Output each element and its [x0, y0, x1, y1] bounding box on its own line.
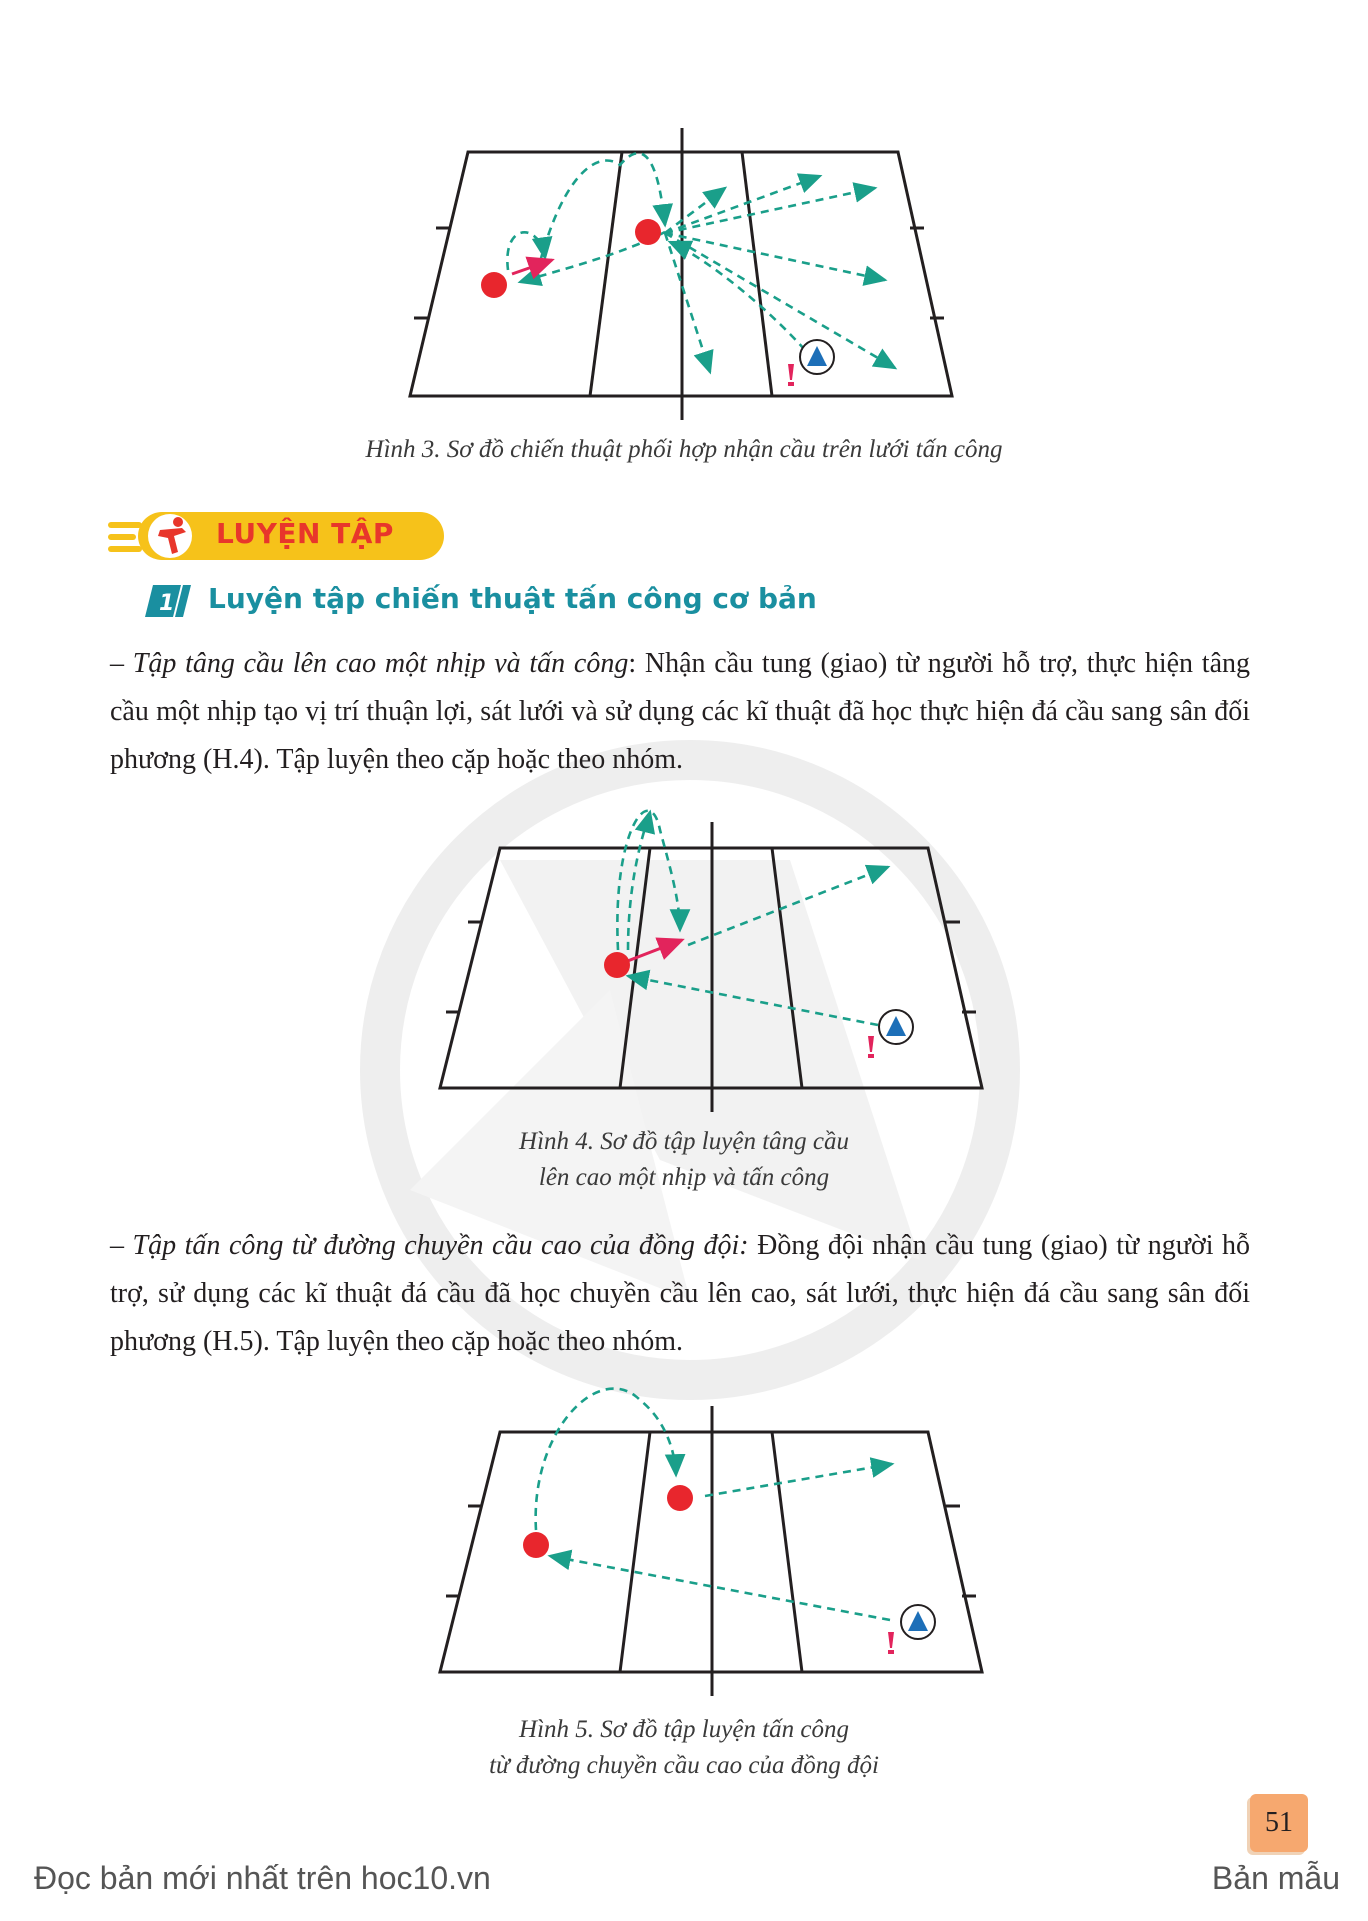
footer-edition-label: Bản mẫu	[1211, 1860, 1340, 1896]
page-number: 51	[1250, 1794, 1308, 1852]
paragraph	[110, 640, 1250, 784]
player-dot	[481, 272, 507, 298]
ball-paths	[617, 811, 888, 1025]
figure-4-caption-line: lên cao một nhịp và tấn công	[538, 1164, 830, 1191]
court-outline	[440, 822, 982, 1112]
player-dot	[604, 952, 630, 978]
player-dot	[635, 219, 661, 245]
footer-link-text[interactable]: Đọc bản mới nhất trên hoc10.vn	[34, 1860, 491, 1896]
ball-paths	[536, 1389, 892, 1620]
pass-arrow	[625, 940, 682, 962]
figure-3-caption: Hình 3. Sơ đồ chiến thuật phối hợp nhận cầu trên lưới tấn công	[365, 436, 1003, 463]
figure-5-diagram	[0, 1380, 1368, 1700]
paragraph-lead: – Tập tấn công từ đường chuyền cầu cao của đồng đội:	[110, 1230, 749, 1261]
support-player-icon	[868, 1010, 913, 1058]
figure-5-caption-line: từ đường chuyền cầu cao của đồng đội	[489, 1752, 879, 1779]
subsection-number: 1	[159, 591, 175, 616]
player-dot	[523, 1532, 549, 1558]
ball-paths	[507, 153, 895, 372]
paragraph	[110, 1222, 1250, 1366]
player-dot	[667, 1485, 693, 1511]
paragraph-body: Đồng đội nhận cầu tung (giao) từ người hỗ trợ, sử dụng các kĩ thuật đá cầu đã học chuyền cầu lên cao, sát lưới, thực hiện đá cầu sang sân đối phương (H.5). Tập luyện theo cặp hoặc theo nhóm.	[110, 1230, 1251, 1357]
figure-4-caption-line: Hình 4. Sơ đồ tập luyện tâng cầu	[519, 1128, 849, 1155]
figure-3-diagram	[0, 120, 1368, 420]
paragraph-lead: – Tập tâng cầu lên cao một nhịp và tấn công	[110, 648, 629, 679]
number-badge-icon	[145, 585, 191, 617]
section-label: LUYỆN TẬP	[216, 517, 394, 550]
support-player-icon	[888, 1605, 935, 1654]
figure-4-diagram	[0, 800, 1368, 1120]
subsection-title: Luyện tập chiến thuật tấn công cơ bản	[208, 582, 817, 615]
figure-5-caption-line: Hình 5. Sơ đồ tập luyện tấn công	[519, 1716, 849, 1743]
pass-arrow	[512, 260, 552, 274]
support-player-icon	[788, 340, 834, 386]
paragraph-body: : Nhận cầu tung (giao) từ người hỗ trợ, thực hiện tâng cầu một nhịp tạo vị trí thuận lợi, sát lưới và sử dụng các kĩ thuật đã học thực hiện đá cầu sang sân đối phương (H.4). Tập luyện theo cặp hoặc theo nhóm.	[110, 648, 1251, 775]
court-outline	[440, 1406, 982, 1696]
